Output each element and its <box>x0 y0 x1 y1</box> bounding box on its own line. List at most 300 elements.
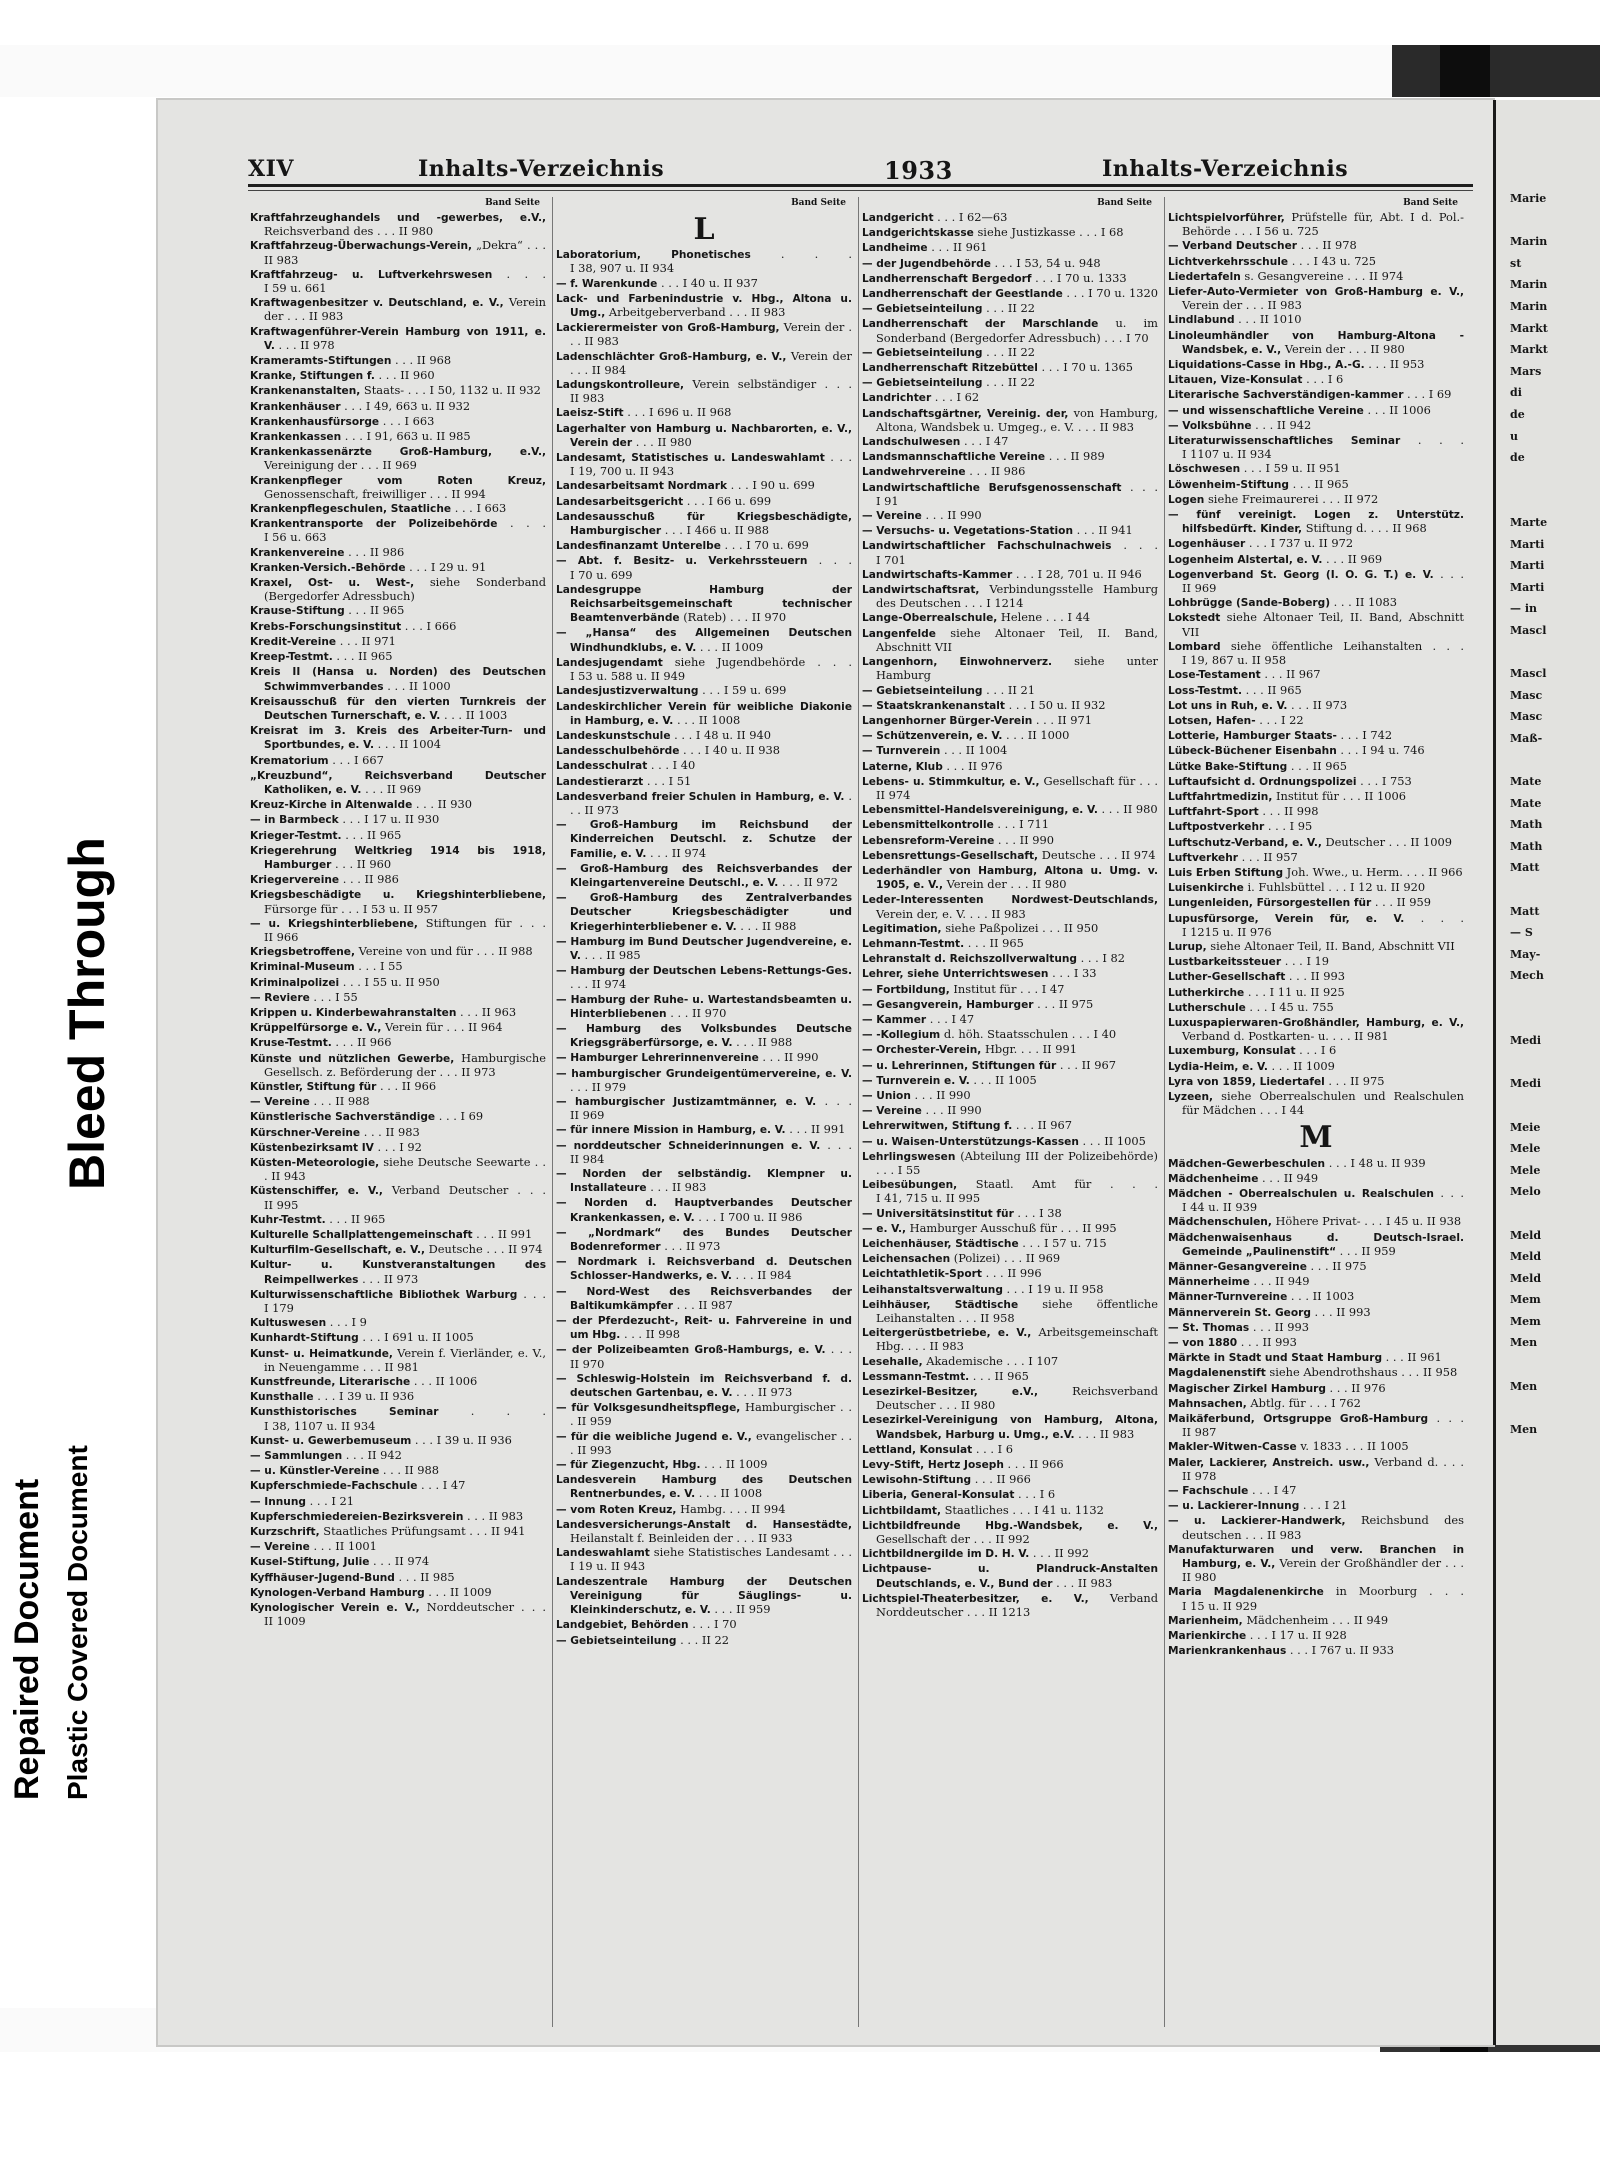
entry-name: Kunhardt-Stiftung <box>250 1332 359 1345</box>
adjacent-page-fragment: Marti <box>1510 580 1545 594</box>
entry-name: Lyzeen, <box>1168 1090 1214 1103</box>
entry-reference: II 998 <box>645 1327 681 1342</box>
entry-reference: I 50, 1132 u. II 932 <box>429 383 541 398</box>
index-entry: Leihhäuser, Städtische siehe öffentliche Leihanstalten . . . II 958 <box>862 1296 1158 1326</box>
entry-name: Lack- und Farbenindustrie v. Hbg., Altona u. Umg., <box>556 292 852 320</box>
entry-name: Literaturwissenschaftliches Seminar <box>1168 435 1401 448</box>
entry-description: Verein der <box>942 877 1007 892</box>
entry-reference: II 1003 <box>1312 1289 1355 1304</box>
entry-list <box>1168 211 1464 1117</box>
entry-name: Marienkirche <box>1168 1630 1247 1643</box>
index-entry: Lebensrettungs-Gesellschaft, Deutsche . . . II 974 <box>862 847 1156 862</box>
entry-name: Kriegerehrung Weltkrieg 1914 bis 1918, Hamburger <box>250 844 546 871</box>
adjacent-page-fragment <box>1496 1052 1548 1074</box>
entry-name: Männer-Turnvereine <box>1168 1291 1288 1304</box>
index-column-1 <box>250 197 546 2027</box>
index-entry: — u. Künstler-Vereine . . . II 988 <box>250 1463 439 1478</box>
index-entry: — Orchester-Verein, Hbgr. . . . II 991 <box>862 1042 1078 1057</box>
section-letter-m: M <box>1299 1120 1333 1156</box>
entry-reference: II 22 <box>701 1632 729 1647</box>
entry-name: Kunst- u. Heimatkunde, <box>250 1347 393 1360</box>
entry-name: — Orchester-Verein, <box>862 1044 982 1057</box>
entry-name: Luxemburg, Konsulat <box>1168 1045 1296 1058</box>
entry-reference: I 90 u. 699 <box>752 478 815 493</box>
index-entry: Künstler, Stiftung für . . . II 966 <box>250 1078 437 1093</box>
index-entry: Leichenhäuser, Städtische . . . I 57 u. 715 <box>862 1236 1107 1251</box>
entry-reference: I 663 <box>404 413 435 428</box>
index-entry: Lichtbildamt, Staatliches . . . I 41 u. 1132 <box>862 1502 1104 1517</box>
index-entry: Lichtspiel-Theaterbesitzer, e. V., Verband Norddeutscher . . . II 1213 <box>862 1590 1158 1620</box>
index-entry: Landwirtschaftlicher Fachschulnachweis . . . I 701 <box>862 538 1158 567</box>
entry-reference: II 1010 <box>1259 312 1302 327</box>
adjacent-page-fragment: Men <box>1510 1422 1538 1436</box>
entry-name: Langenhorner Bürger-Verein <box>862 714 1033 727</box>
entry-reference: II 987 <box>698 1297 733 1312</box>
entry-name: Liquidations-Casse in Hbg., A.-G. <box>1168 359 1365 372</box>
adjacent-page-fragment: Matt <box>1510 861 1540 875</box>
entry-name: Landherrenschaft der Marschlande <box>862 318 1099 331</box>
entry-reference: I 92 <box>399 1139 422 1154</box>
entry-name: Kusel-Stiftung, Julie <box>250 1556 370 1569</box>
index-entry: — Gebietseinteilung . . . II 21 <box>862 682 1035 697</box>
adjacent-page-fragment: Marin <box>1510 299 1548 313</box>
entry-reference: II 961 <box>1407 1350 1442 1365</box>
entry-name: Luisenkirche <box>1168 882 1244 895</box>
entry-reference: I 53, 54 u. 948 <box>1016 255 1101 270</box>
entry-name: Logenheim Alstertal, e. V. <box>1168 553 1323 566</box>
entry-name: Landwehrvereine <box>862 466 966 479</box>
entry-name: — Vereine <box>250 1541 310 1554</box>
entry-name: Kulturelle Schallplattengemeinschaft <box>250 1229 473 1242</box>
index-entry: Küstenschiffer, e. V., Verband Deutscher . . . II 995 <box>250 1183 546 1212</box>
index-entry: — Abt. f. Besitz- u. Verkehrssteuern . . . I 70 u. 699 <box>556 553 852 582</box>
index-entry: Landsmannschaftliche Vereine . . . II 989 <box>862 449 1105 464</box>
adjacent-page-edge <box>1493 100 1600 2045</box>
index-entry: Lebensreform-Vereine . . . II 990 <box>862 832 1055 847</box>
entry-description: Verein der <box>779 320 845 335</box>
entry-name: — Turnverein e. V. <box>862 1074 970 1087</box>
entry-reference: II 957 <box>1263 849 1298 864</box>
entry-reference: II 989 <box>1070 449 1105 464</box>
entry-description: (Rateb) <box>679 610 727 625</box>
entry-name: Löschwesen <box>1168 463 1241 476</box>
index-entry: Männer-Gesangvereine . . . II 975 <box>1168 1259 1367 1274</box>
index-entry: Lange-Oberrealschule, Helene . . . I 44 <box>862 610 1091 625</box>
entry-name: Luftpostverkehr <box>1168 821 1265 834</box>
entry-name: Kulturwissenschaftliche Bibliothek Warburg <box>250 1288 518 1301</box>
entry-name: Kranken-Versich.-Behörde <box>250 561 406 574</box>
index-entry: Kultuswesen . . . I 9 <box>250 1315 367 1330</box>
entry-name: Loss-Testmt. <box>1168 684 1242 697</box>
entry-reference: I 40 <box>1093 1027 1117 1042</box>
adjacent-page-fragment: u <box>1510 429 1518 443</box>
index-entry: Lutherschule . . . I 45 u. 755 <box>1168 999 1334 1014</box>
entry-reference: I 6 <box>997 1441 1013 1456</box>
index-entry: Lustbarkeitssteuer . . . I 19 <box>1168 954 1330 969</box>
entry-name: Lübeck-Büchener Eisenbahn <box>1168 745 1337 758</box>
entry-reference: II 985 <box>606 947 641 962</box>
entry-name: Landschaftsgärtner, Vereinig. der, <box>862 407 1069 420</box>
entry-reference: I 62—63 <box>958 210 1008 224</box>
entry-name: — von 1880 <box>1168 1337 1238 1350</box>
entry-name: Kraftfahrzeug-Überwachungs-Verein, <box>250 240 473 253</box>
plastic-covered-label: Plastic Covered Document <box>62 1445 93 1800</box>
entry-name: Kynologischer Verein e. V., <box>250 1602 420 1615</box>
entry-reference: II 22 <box>1007 375 1035 390</box>
index-entry: Küsten-Meteorologie, siehe Deutsche Seewarte . . . II 943 <box>250 1155 546 1184</box>
index-entry: Kraftfahrzeug- u. Luftverkehrswesen . . . I 59 u. 661 <box>250 266 546 296</box>
entry-description: Deutscher <box>1321 834 1386 849</box>
adjacent-page-fragment: Mech <box>1510 969 1544 983</box>
index-entry: Lessmann-Testmt. . . . II 965 <box>862 1368 1029 1383</box>
entry-name: — Schützenverein, e. V. <box>862 730 1003 743</box>
entry-name: Landgebiet, Behörden <box>556 1619 689 1632</box>
entry-name: Lewisohn-Stiftung <box>862 1474 972 1487</box>
entry-name: Luxuspapierwaren-Großhändler, Hamburg, e. V., <box>1168 1016 1464 1029</box>
entry-reference: II 970 <box>570 1356 605 1371</box>
entry-description: Verein der <box>1182 298 1243 313</box>
entry-reference: I 38 <box>1039 1205 1062 1220</box>
index-entry <box>1168 611 1464 638</box>
entry-reference: I 48 u. II 940 <box>695 727 772 742</box>
index-entry: Märkte in Stadt und Staat Hamburg . . . II 961 <box>1168 1350 1442 1365</box>
entry-description: Verband Norddeutscher <box>876 1590 1158 1620</box>
entry-name: Lichtbildnergilde im D. H. V. <box>862 1548 1030 1561</box>
entry-reference: I 59 u. II 951 <box>1265 461 1341 476</box>
index-entry: Kupferschmiede-Fachschule . . . I 47 <box>250 1478 466 1493</box>
index-entry: Krankenhausfürsorge . . . I 663 <box>250 413 435 428</box>
entry-reference: I 753 <box>1381 773 1412 788</box>
entry-reference: I 55 <box>335 989 358 1004</box>
entry-name: Landwirtschafts-Kammer <box>862 568 1013 581</box>
entry-description: siehe Statistisches Landesamt <box>649 1545 830 1560</box>
adjacent-page-fragment: Masc <box>1510 688 1543 702</box>
adjacent-page-fragment: Mele <box>1510 1142 1541 1156</box>
index-entry: Kulturelle Schallplattengemeinschaft . . . II 991 <box>250 1227 533 1242</box>
entry-reference: II 967 <box>1037 1118 1072 1133</box>
index-entry: Lindlabund . . . II 1010 <box>1168 312 1302 327</box>
index-entry: Kreisrat im 3. Kreis des Arbeiter-Turn- und Sportbundes, e. V. . . . II 1004 <box>250 725 546 752</box>
entry-reference: I 38, 1107 u. II 934 <box>264 1418 376 1433</box>
index-entry: — in Barmbeck . . . I 17 u. II 930 <box>250 812 440 827</box>
adjacent-page-fragment: Men <box>1510 1336 1538 1350</box>
entry-name: Kultur- u. Kunstveranstaltungen des Reimpellwerkes <box>250 1259 546 1286</box>
entry-name: Kunsthalle <box>250 1391 314 1404</box>
entry-reference: II 990 <box>1019 832 1055 847</box>
entry-reference: I 45 u. 755 <box>1271 999 1334 1014</box>
entry-name: Krebs-Forschungsinstitut <box>250 620 402 633</box>
entry-reference: II 983 <box>1267 298 1302 313</box>
index-entry: Logenverband St. Georg (I. O. G. T.) e. V. . . . II 969 <box>1168 566 1464 596</box>
entry-reference: II 1003 <box>465 707 508 722</box>
entry-name: — Verband Deutscher <box>1168 240 1297 253</box>
entry-description: siehe öffentliche Leihanstalten <box>876 1296 1158 1326</box>
entry-reference: I 6 <box>1320 1043 1337 1058</box>
index-entry: — Norden der selbständig. Klempner u. Installateure . . . II 983 <box>556 1168 852 1195</box>
entry-reference: I 711 <box>1019 817 1049 832</box>
index-entry: Luftfahrtmedizin, Institut für . . . II 1006 <box>1168 788 1406 803</box>
entry-description: Verband d. <box>1369 1454 1439 1469</box>
entry-name: Krankenhäuser <box>250 400 341 413</box>
entry-name: — fünf vereinigt. Logen z. Unterstütz. hilfsbedürft. Kinder, <box>1168 509 1464 536</box>
adjacent-page-fragment: de <box>1510 451 1525 465</box>
entry-reference: II 974 <box>394 1554 430 1569</box>
index-entry: Literaturwissenschaftliches Seminar . . . I 1107 u. II 934 <box>1168 433 1464 462</box>
index-entry: Männerheime . . . II 949 <box>1168 1274 1310 1289</box>
adjacent-page-fragment: — in <box>1510 602 1538 616</box>
entry-name: — Union <box>862 1089 911 1102</box>
entry-reference: II 1083 <box>1355 595 1398 610</box>
entry-description: siehe unter Hamburg <box>876 654 1158 683</box>
entry-name: — Volksbühne <box>1168 419 1252 432</box>
entry-description: siehe Oberrealschulen und Realschulen für Mädchen <box>1182 1088 1464 1118</box>
index-entry <box>862 627 1158 654</box>
index-entry: Kultur- u. Kunstveranstaltungen des Reimpellwerkes . . . II 973 <box>250 1259 546 1286</box>
entry-name: — Hamburg im Bund Deutscher Jugendvereine, e. V. <box>556 935 852 962</box>
section-letter-l: L <box>693 212 715 247</box>
column-divider <box>1164 197 1165 2027</box>
entry-description: siehe Paßpolizei <box>941 920 1039 935</box>
entry-reference: II 1009 <box>1293 1058 1335 1073</box>
entry-reference: II 986 <box>990 464 1026 479</box>
entry-name: — -Kollegium <box>862 1029 941 1042</box>
entry-description: von Hamburg, Altona, Wandsbek u. Umgeg., e. V. <box>876 405 1158 434</box>
entry-name: Lesezirkel-Vereinigung von Hamburg, Altona, Wandsbek, Harburg u. Umg., e.V. <box>862 1414 1158 1441</box>
entry-description: Arbeitsgemeinschaft Hbg. <box>876 1325 1158 1354</box>
entry-reference: II 973 <box>383 1271 419 1286</box>
entry-reference: I 28, 701 u. II 946 <box>1037 566 1142 581</box>
entry-reference: II 983 <box>308 309 344 324</box>
entry-name: Lebens- u. Stimmkultur, e. V., <box>862 775 1040 788</box>
entry-reference: I 51 <box>668 773 692 788</box>
entry-reference: I 47 <box>442 1478 466 1493</box>
index-entry: — Norden d. Hauptverbandes Deutscher Krankenkassen, e. V. . . . I 700 u. II 986 <box>556 1197 852 1224</box>
index-entry: Lichtverkehrsschule . . . I 43 u. 725 <box>1168 253 1377 268</box>
index-entry: Krüppelfürsorge e. V., Verein für . . . II 964 <box>250 1020 503 1035</box>
adjacent-page-fragment: Math <box>1510 839 1543 853</box>
entry-name: — Vereine <box>250 1096 310 1109</box>
entry-reference: II 1004 <box>965 743 1008 758</box>
index-entry: Mahnsachen, Abtlg. für . . . I 762 <box>1168 1395 1361 1410</box>
entry-reference: I 19, 700 u. II 943 <box>570 464 675 479</box>
index-entry: — für innere Mission in Hamburg, e. V. . . . II 991 <box>556 1122 846 1137</box>
entry-reference: II 996 <box>1007 1266 1042 1281</box>
entry-reference: II 993 <box>577 1442 612 1457</box>
index-entry: Kynologischer Verein e. V., Norddeutscher . . . II 1009 <box>250 1600 546 1629</box>
index-entry: — der Pferdezucht-, Reit- u. Fahrvereine in und um Hbg. . . . II 998 <box>556 1315 852 1342</box>
entry-reference: II 980 <box>1123 802 1158 817</box>
index-entry: Lesehalle, Akademische . . . I 107 <box>862 1353 1059 1368</box>
entry-name: Mädchenschulen, <box>1168 1216 1272 1229</box>
entry-reference: I 19, 867 u. II 958 <box>1182 653 1287 668</box>
index-entry: Landherrenschaft der Geestlande . . . I 70 u. 1320 <box>862 286 1158 301</box>
entry-description: Heilanstalt f. Beinleiden der <box>570 1531 733 1546</box>
index-entry: Kranke, Stiftungen f. . . . II 960 <box>250 368 435 383</box>
index-entry: Kraftfahrzeug-Überwachungs-Verein, „Dekra“ . . . II 983 <box>250 238 546 267</box>
entry-name: — Hamburg der Ruhe- u. Wartestandsbeamten u. Hinterbliebenen <box>556 993 852 1020</box>
entry-name: Liberia, General-Konsulat <box>862 1489 1015 1502</box>
entry-name: Landesverein Hamburg des Deutschen Rentnerbundes, e. V. <box>556 1474 852 1501</box>
entry-reference: II 983 <box>488 1508 524 1523</box>
index-entry: — u. Lehrerinnen, Stiftungen für . . . II 967 <box>862 1057 1116 1072</box>
entry-name: Kriminal-Museum <box>250 961 355 974</box>
index-entry: Mädchenschulen, Höhere Privat- . . . I 45 u. II 938 <box>1168 1214 1462 1229</box>
index-entry: Lebensmittelkontrolle . . . I 711 <box>862 817 1049 832</box>
entry-description: Reichsverband Deutscher <box>876 1384 1158 1413</box>
entry-reference: II 974 <box>671 845 707 860</box>
entry-name: Lettland, Konsulat <box>862 1443 973 1456</box>
entry-reference: I 43 u. 725 <box>1313 253 1377 268</box>
index-entry: Kulturfilm-Gesellschaft, e. V., Deutsche . . . II 974 <box>250 1242 543 1257</box>
entry-name: Krankenvereine <box>250 546 345 559</box>
index-entry: Kreisausschuß für den vierten Turnkreis der Deutschen Turnerschaft, e. V. . . . II 1003 <box>250 695 546 722</box>
entry-name: — der Polizeibeamten Groß-Hamburgs, e. V. <box>556 1344 826 1357</box>
entry-name: Künstler, Stiftung für <box>250 1080 377 1093</box>
index-entry: — f. Warenkunde . . . I 40 u. II 937 <box>556 275 758 290</box>
entry-name: Laboratorium, Phonetisches <box>556 249 751 262</box>
entry-name: Maler, Lackierer, Anstreich. usw., <box>1168 1456 1370 1469</box>
index-entry: Mädchenwaisenhaus d. Deutsch-Israel. Gemeinde „Paulinenstift“ . . . II 959 <box>1168 1231 1464 1258</box>
entry-name: Landherrenschaft Bergedorf <box>862 272 1032 285</box>
index-entry: Liedertafeln s. Gesangvereine . . . II 974 <box>1168 268 1404 283</box>
entry-description: Institut für <box>949 981 1017 996</box>
entry-name: Ladungskontrolleure, <box>556 379 685 392</box>
entry-name: Krematorium <box>250 754 329 767</box>
index-entry: Landwirtschafts-Kammer . . . I 28, 701 u. II 946 <box>862 566 1142 581</box>
entry-reference: II 978 <box>1182 1468 1217 1483</box>
entry-reference: II 949 <box>1275 1274 1310 1289</box>
index-entry: Krankenpfleger vom Roten Kreuz, Genossenschaft, freiwilliger . . . II 994 <box>250 474 546 501</box>
index-entry <box>250 576 546 603</box>
index-entry: — Gebietseinteilung . . . II 22 <box>862 301 1035 316</box>
entry-name: — u. Künstler-Vereine <box>250 1465 380 1478</box>
entry-reference: II 983 <box>1099 1426 1135 1441</box>
index-entry: — Kammer . . . I 47 <box>862 1011 975 1026</box>
entry-reference: II 966 <box>401 1078 437 1093</box>
entry-reference: I 762 <box>1331 1395 1361 1410</box>
adjacent-page-fragment: Markt <box>1510 321 1548 335</box>
entry-name: Lichtpause- u. Plandruck-Anstalten Deutschlands, e. V., Bund der <box>862 1563 1158 1590</box>
entry-reference: I 21 <box>1324 1498 1348 1513</box>
index-entry: — Gesangverein, Hamburger . . . II 975 <box>862 996 1094 1011</box>
entry-description: Reichsverband des <box>264 224 374 239</box>
adjacent-page-fragment <box>1496 469 1548 491</box>
band-seite-header: Band Seite <box>1403 198 1458 208</box>
entry-name: Kredit-Vereine <box>250 635 337 648</box>
entry-name: Linoleumhändler von Hamburg-Altona - Wandsbek, e. V., <box>1168 329 1464 356</box>
entry-name: Landesversicherungs-Anstalt d. Hansestädte, <box>556 1518 852 1531</box>
entry-name: Krankenanstalten, <box>250 385 361 398</box>
entry-reference: I 45 u. II 938 <box>1385 1214 1462 1229</box>
entry-reference: II 959 <box>1361 1243 1396 1258</box>
entry-reference: II 972 <box>803 874 839 889</box>
index-entry: — der Polizeibeamten Groß-Hamburgs, e. V. . . . II 970 <box>556 1342 852 1371</box>
index-entry <box>862 655 1158 682</box>
entry-description: Höhere Privat- <box>1271 1214 1361 1229</box>
entry-reference: I 691 u. II 1005 <box>384 1330 474 1345</box>
entry-name: — Vereine <box>862 510 922 523</box>
entry-reference: I 1215 u. II 976 <box>1182 924 1272 939</box>
entry-name: Leichtathletik-Sport <box>862 1268 982 1281</box>
entry-name: Männerverein St. Georg <box>1168 1306 1311 1319</box>
index-entry: Luxemburg, Konsulat . . . I 6 <box>1168 1043 1337 1058</box>
entry-name: Logen <box>1168 493 1205 506</box>
entry-reference: II 988 <box>761 918 797 933</box>
entry-reference: II 976 <box>1351 1380 1386 1395</box>
index-entry: Liefer-Auto-Vermieter von Groß-Hamburg e. V., Verein der . . . II 983 <box>1168 286 1464 313</box>
index-entry: Leitergerüstbetriebe, e. V., Arbeitsgemeinschaft Hbg. . . . II 983 <box>862 1325 1158 1354</box>
scan-top-strip <box>0 45 1600 97</box>
entry-reference: II 969 <box>382 458 417 473</box>
entry-reference: I 40 <box>672 758 696 773</box>
entry-description: Hamburger Ausschuß für <box>906 1220 1057 1235</box>
entry-name: Kultuswesen <box>250 1317 327 1330</box>
entry-reference: II 959 <box>736 1602 771 1617</box>
entry-reference: II 965 <box>358 649 393 664</box>
index-entry: Landesschulbehörde . . . I 40 u. II 938 <box>556 743 780 758</box>
index-entry: Krematorium . . . I 667 <box>250 752 384 767</box>
entry-reference: II 949 <box>1353 1612 1389 1627</box>
entry-reference: I 666 <box>426 618 457 633</box>
entry-name: Kreuz-Kirche in Altenwalde <box>250 799 413 812</box>
entry-reference: II 965 <box>1314 476 1349 491</box>
entry-name: Laeisz-Stift <box>556 407 624 420</box>
index-entry: Landesfinanzamt Unterelbe . . . I 70 u. 699 <box>556 538 809 553</box>
entry-name: — der Pferdezucht-, Reit- u. Fahrvereine in und um Hbg. <box>556 1315 852 1342</box>
entry-name: Landesschulbehörde <box>556 745 680 758</box>
entry-reference: II 981 <box>384 1359 419 1374</box>
index-entry: Luftpostverkehr . . . I 95 <box>1168 819 1313 834</box>
entry-reference: II 975 <box>1350 1073 1385 1088</box>
entry-reference: II 965 <box>1312 758 1347 773</box>
index-entry: Lichtbildnergilde im D. H. V. . . . II 992 <box>862 1546 1089 1561</box>
index-entry: — Gebietseinteilung . . . II 22 <box>556 1632 729 1647</box>
index-entry: Krause-Stiftung . . . II 965 <box>250 603 405 618</box>
entry-description: siehe Altonaer Teil, II. Band, Abschnitt VII <box>876 625 1158 654</box>
entry-name: Lustbarkeitssteuer <box>1168 956 1282 969</box>
index-entry: Lebensmittel-Handelsvereinigung, e. V. . . . II 980 <box>862 802 1158 817</box>
entry-reference: II 1005 <box>995 1072 1037 1087</box>
index-entry: Landesverein Hamburg des Deutschen Rentnerbundes, e. V. . . . II 1008 <box>556 1474 852 1501</box>
entry-reference: I 17 u. II 930 <box>364 812 440 827</box>
entry-reference: II 991 <box>1042 1042 1078 1057</box>
index-entry: Magdalenenstift siehe Abendrothshaus . . . II 958 <box>1168 1365 1458 1380</box>
entry-reference: II 1005 <box>1367 1439 1409 1454</box>
entry-reference: I 667 <box>353 752 384 767</box>
entry-reference: II 980 <box>657 434 692 449</box>
entry-description: Verein f. Vierländer, e. V., in Neuengamme <box>264 1345 546 1374</box>
entry-reference: II 975 <box>1058 996 1094 1011</box>
entry-name: Lydia-Heim, e. V. <box>1168 1060 1268 1073</box>
column-divider <box>552 197 553 2027</box>
entry-reference: II 986 <box>364 872 399 887</box>
index-entry: Makler-Witwen-Casse v. 1833 . . . II 1005 <box>1168 1439 1409 1454</box>
entry-reference: II 993 <box>1310 969 1346 984</box>
entry-reference: II 992 <box>1054 1546 1089 1561</box>
adjacent-page-fragment <box>1496 1095 1548 1117</box>
entry-reference: I 701 <box>876 552 906 567</box>
index-entry: Langenhorner Bürger-Verein . . . II 971 <box>862 712 1093 727</box>
entry-reference: II 969 <box>1182 581 1217 596</box>
index-entry: Lütke Bake-Stiftung . . . II 965 <box>1168 758 1347 773</box>
entry-description: Staatliches <box>940 1502 1009 1517</box>
entry-name: Lichtspielvorführer, <box>1168 212 1285 224</box>
entry-reference: I 29 u. 91 <box>430 559 487 574</box>
entry-reference: II 1008 <box>698 712 741 727</box>
entry-reference: I 38, 907 u. II 934 <box>570 261 675 276</box>
entry-name: — „Hansa“ des Allgemeinen Deutschen Windhundklubs, e. V. <box>556 627 852 654</box>
entry-reference: I 19 <box>1306 954 1330 969</box>
